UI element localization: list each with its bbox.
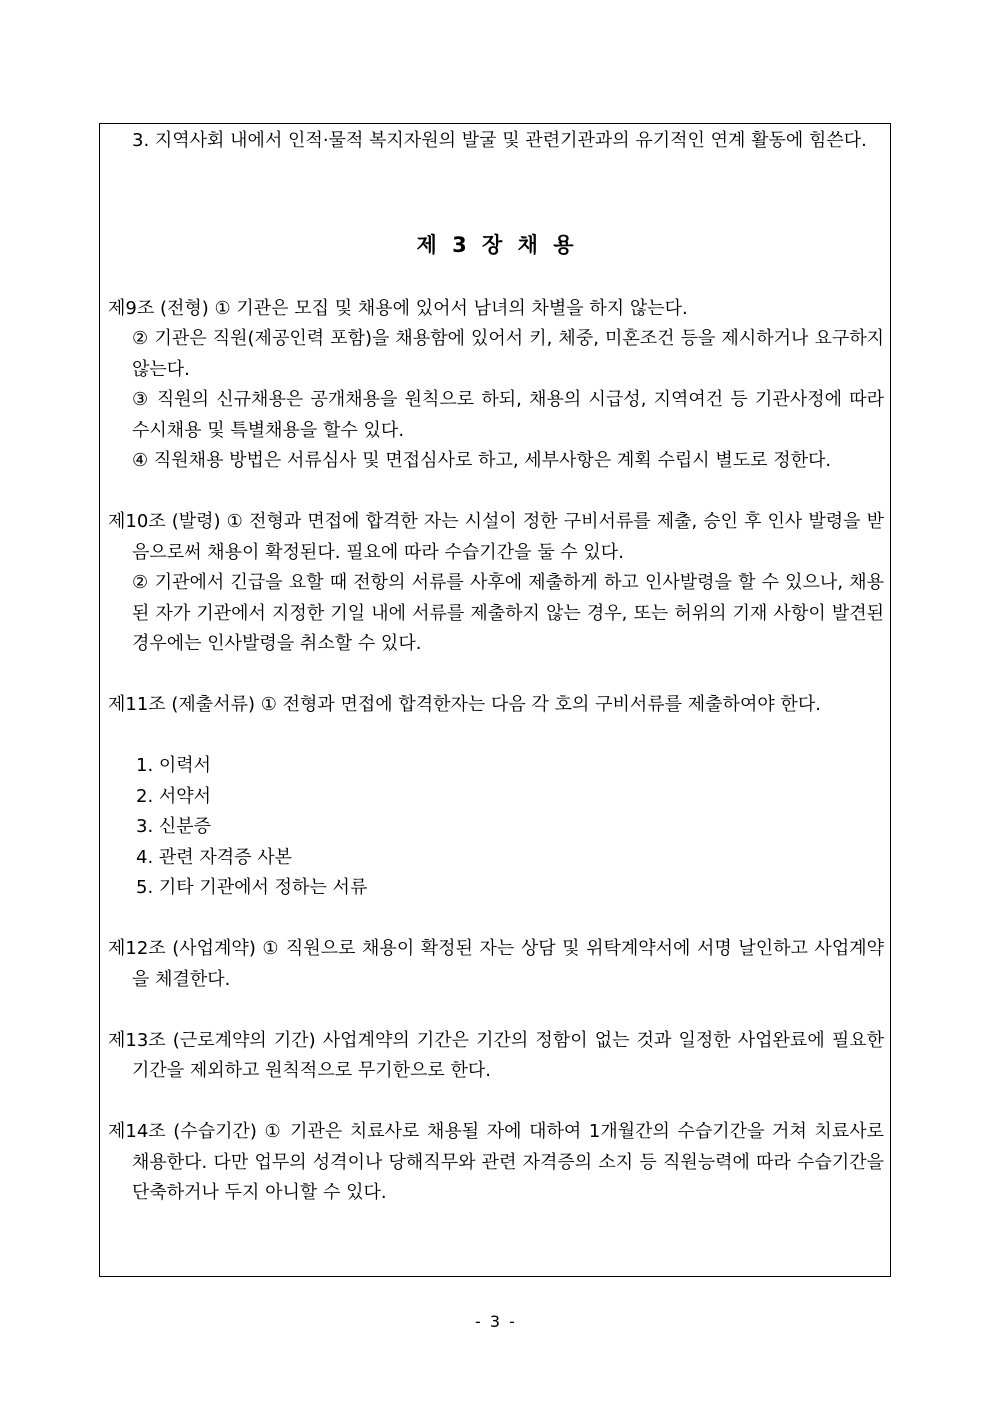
article-12 [108,934,884,995]
page-number: - 3 - [475,1312,517,1331]
article-10 [108,507,884,660]
article-9 [108,294,884,477]
article-9-paragraph-2: ② 기관은 직원(제공인력 포함)을 채용함에 있어서 키, 체중, 미혼조건 등을 제시하거나 요구하지 않는다. [132,328,884,380]
article-10-paragraph-2: ② 기관에서 긴급을 요할 때 전항의 서류를 사후에 제출하게 하고 인사발령을 할 수 있으나, 채용된 자가 기관에서 지정한 기일 내에 서류를 제출하지 않는 경우, 또는 허위의 기재 사항이 발견된 경우에는 인사발령을 취소할 수 있다. [132,572,884,654]
list-item: 3. 신분증 [136,816,212,837]
list-item: 4. 관련 자격증 사본 [136,846,293,868]
list-item: 1. 이력서 [136,755,212,776]
article-13 [108,1026,884,1087]
required-documents-list [108,751,884,904]
article-12-lead: 제12조 (사업계약) ① 직원으로 채용이 확정된 자는 상담 및 위탁계약서에 서명 날인하고 사업계약을 체결한다. [108,938,884,990]
article-9-paragraph-4: ④ 직원채용 방법은 서류심사 및 면접심사로 하고, 세부사항은 계획 수립시 별도로 정한다. [132,450,832,471]
list-item: 5. 기타 기관에서 정하는 서류 [136,877,368,898]
list-item: 2. 서약서 [136,785,212,807]
chapter-title: 제 3 장 채 용 [416,233,576,257]
article-14-lead: 제14조 (수습기간) ① 기관은 치료사로 채용될 자에 대하여 1개월간의 수습기간을 거쳐 치료사로 채용한다. 다만 업무의 성격이나 당해직무와 관련 자격증의 소지 등 직원능력에 따라 수습기간을 단축하거나 두지 아니할 수 있다. [108,1121,884,1203]
article-10-lead: 제10조 (발령) ① 전형과 면접에 합격한 자는 시설이 정한 구비서류를 제출, 승인 후 인사 발령을 받음으로써 채용이 확정된다. 필요에 따라 수습기간을 둘 수 있다. [108,511,884,563]
document-body [108,126,884,1209]
intro-item-3: 3. 지역사회 내에서 인적·물적 복지자원의 발굴 및 관련기관과의 유기적인 연계 활동에 힘쓴다. [132,130,867,151]
article-13-lead: 제13조 (근로계약의 기간) 사업계약의 기간은 기간의 정함이 없는 것과 일정한 사업완료에 필요한 기간을 제외하고 원칙적으로 무기한으로 한다. [108,1029,884,1081]
article-11 [108,690,884,904]
article-9-lead: 제9조 (전형) ① 기관은 모집 및 채용에 있어서 남녀의 차별을 하지 않는다. [108,297,688,319]
article-14 [108,1117,884,1209]
article-11-lead: 제11조 (제출서류) ① 전형과 면접에 합격한자는 다음 각 호의 구비서류를 제출하여야 한다. [108,694,821,715]
article-9-paragraph-3: ③ 직원의 신규채용은 공개채용을 원칙으로 하되, 채용의 시급성, 지역여건 등 기관사정에 따라 수시채용 및 특별채용을 할수 있다. [132,389,884,441]
